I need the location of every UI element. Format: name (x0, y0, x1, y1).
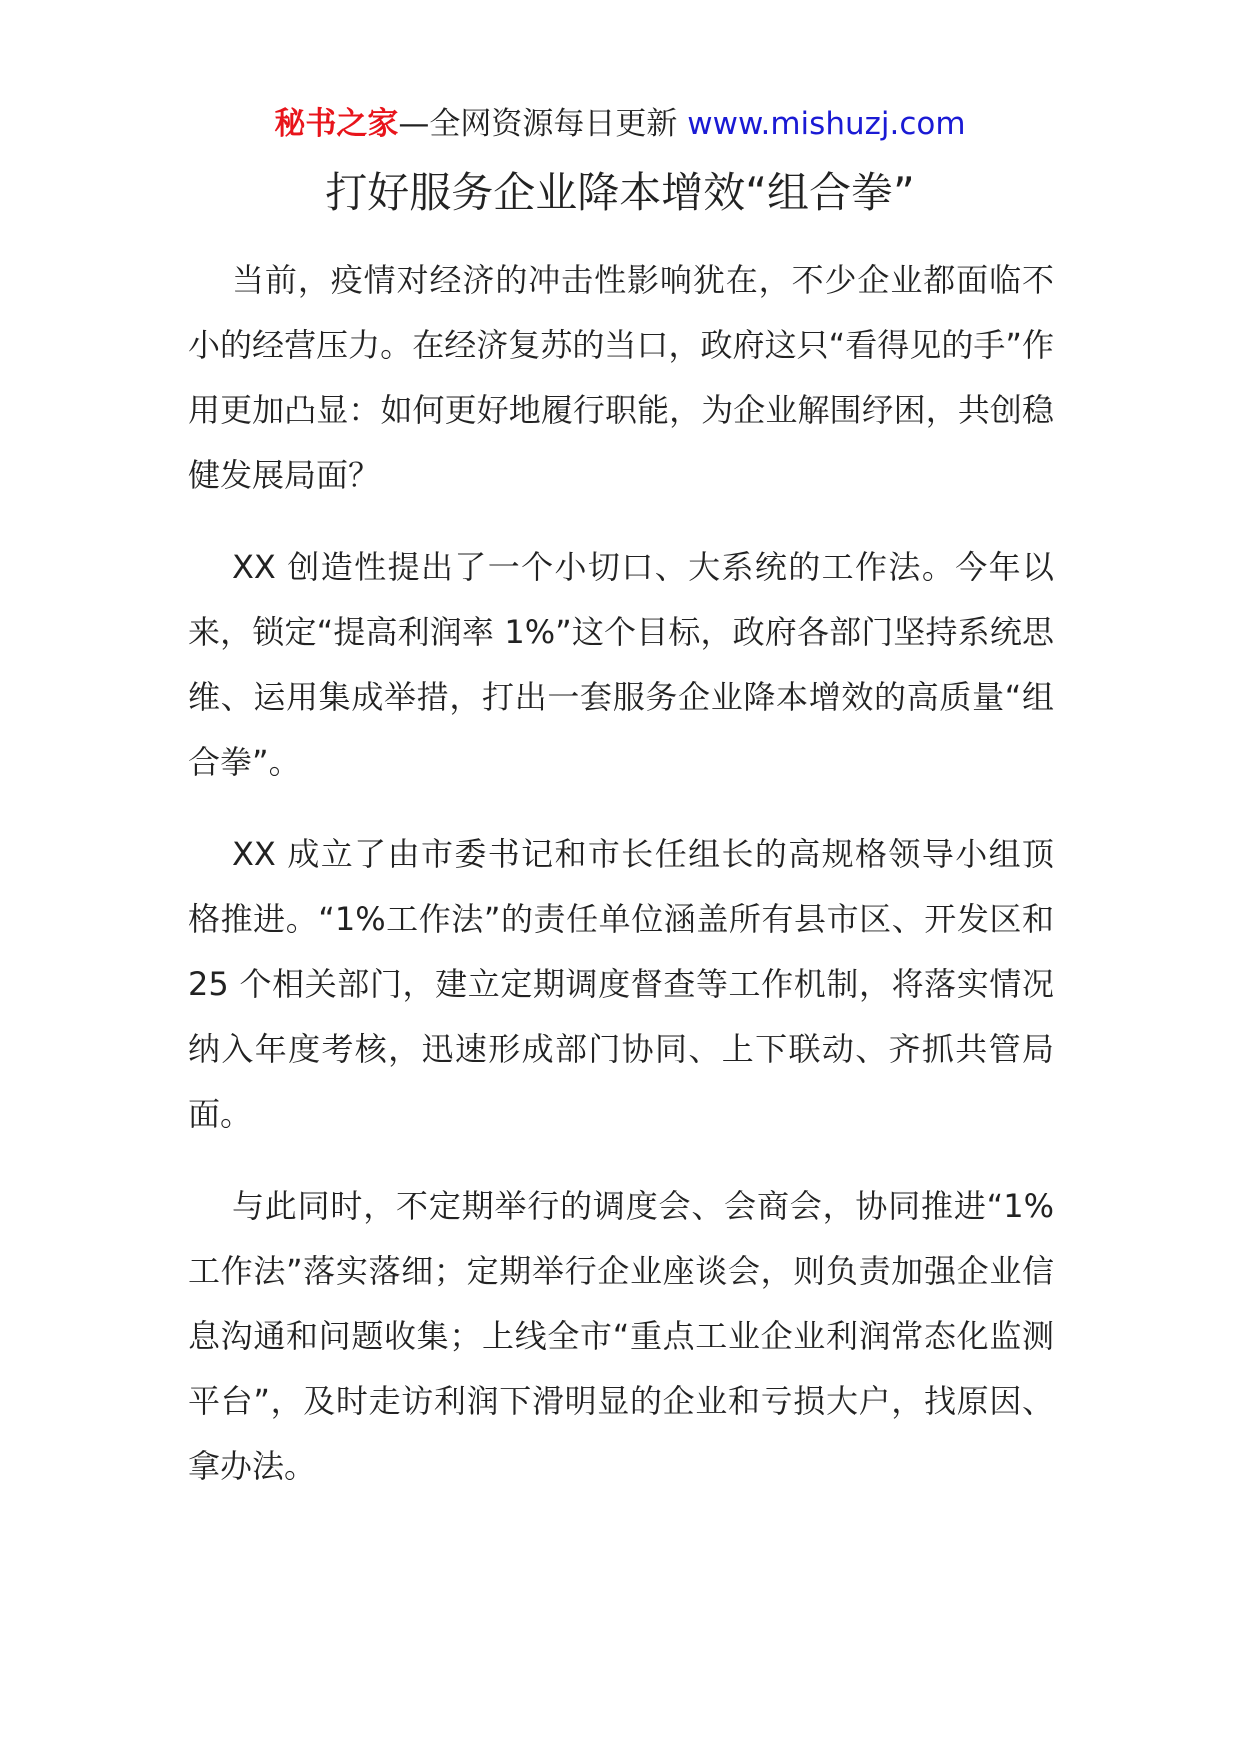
site-brand: 秘书之家 (274, 106, 399, 142)
site-header (0, 102, 1240, 146)
paragraph-1: 当前，疫情对经济的冲击性影响犹在，不少企业都面临不小的经营压力。在经济复苏的当口，政府这只“看得见的手”作用更加凸显：如何更好地履行职能，为企业解围纾困，共创稳健发展局面？ (188, 261, 1054, 494)
document-title: 打好服务企业降本增效“组合拳” (325, 168, 915, 217)
paragraph-2: XX 创造性提出了一个小切口、大系统的工作法。今年以来，锁定“提高利润率 1%”这个目标，政府各部门坚持系统思维、运用集成举措，打出一套服务企业降本增效的高质量“组合拳”。 (188, 548, 1054, 781)
document-body (188, 248, 1054, 1526)
site-url-link[interactable]: www.mishuzj.com (687, 106, 966, 142)
paragraph-3: XX 成立了由市委书记和市长任组长的高规格领导小组顶格推进。“1%工作法”的责任单位涵盖所有县市区、开发区和 25 个相关部门，建立定期调度督查等工作机制，将落实情况纳入年度考核，迅速形成部门协同、上下联动、齐抓共管局面。 (188, 835, 1054, 1133)
paragraph-4: 与此同时，不定期举行的调度会、会商会，协同推进“1%工作法”落实落细；定期举行企业座谈会，则负责加强企业信息沟通和问题收集；上线全市“重点工业企业利润常态化监测平台”，及时走访利润下滑明显的企业和亏损大户，找原因、拿办法。 (188, 1187, 1054, 1485)
site-slogan: —全网资源每日更新 (398, 106, 688, 142)
